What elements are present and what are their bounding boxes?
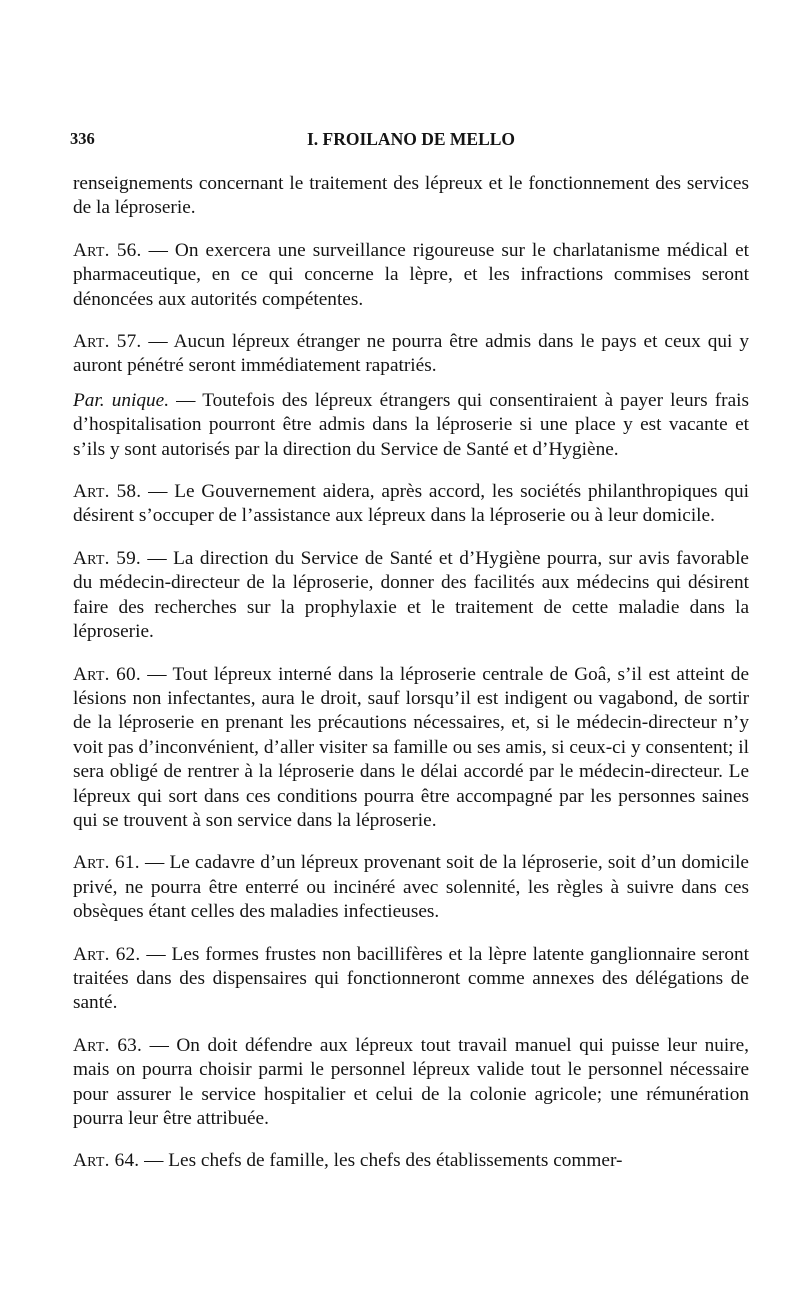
page-number: 336 — [70, 129, 95, 148]
article-text: — On doit défendre aux lépreux tout travail manuel qui puisse leur nuire, mais on pourra choisir parmi le personnel lépreux valide tout le personnel nécessaire pour assurer le service hospitalier et celui de la colonie agricole; une rémunération pourra leur être attribuée. — [73, 1034, 750, 1129]
book-page — [70, 126, 750, 1174]
paragraph-unique — [73, 389, 749, 462]
article-64 — [73, 1149, 749, 1173]
article-text: — La direction du Service de Santé et d’Hygiène pourra, sur avis favorable du médecin-directeur de la léproserie, donner des facilités aux médecins qui désirent faire des recherches sur la prophylaxie et le traitement de cette maladie dans la léproserie. — [73, 547, 749, 643]
article-text: — Tout lépreux interné dans la léproserie centrale de Goâ, s’il est atteint de lésions non infectantes, aura le droit, sauf lorsqu’il est indigent ou vagabond, de sortir de la léproserie en prenant les précautions nécessaires, et, si le médecin-directeur n’y voit pas d’inconvénient, d’aller visiter sa famille ou ses amis, si ceux-ci y consentent; il sera obligé de rentrer à la léproserie dans le délai accordé par le médecin-directeur. Le lépreux qui sort dans ces conditions pourra être accompagné par les personnes saines qui se trouvent à son service dans la léproserie. — [73, 663, 749, 831]
article-57 — [73, 330, 749, 379]
article-61 — [73, 851, 749, 924]
article-text: — Les chefs de famille, les chefs des établissements commer- — [144, 1150, 623, 1172]
page-header — [70, 126, 749, 156]
article-59 — [73, 547, 749, 645]
article-text: — Le cadavre d’un lépreux provenant soit de la léproserie, soit d’un domicile privé, ne pourra être enterré ou incinéré avec solennité, les règles à suivre dans ces obsèques étant celles des maladies infectieuses. — [73, 852, 749, 923]
article-63 — [73, 1034, 749, 1132]
paragraph-text: — Toutefois des lépreux étrangers qui consentiraient à payer leurs frais d’hospitalisation pourront être admis dans la léproserie si une place y est vacante et s’ils y sont autorisés par la direction du Service de Santé et d’Hygiène. — [73, 389, 749, 460]
article-text: — Les formes frustes non bacillifères et la lèpre latente ganglionnaire seront traitées dans des dispensaires qui fonctionneront comme annexes des délégations de santé. — [73, 943, 749, 1014]
article-60 — [73, 663, 749, 834]
continuation-paragraph: renseignements concernant le traitement des lépreux et le fonctionnement des services de la léproserie. — [73, 173, 749, 219]
article-62 — [73, 943, 749, 1016]
article-label: Art. 62. — [73, 943, 141, 965]
article-label: Art. 58. — [73, 481, 142, 503]
article-label: Art. 60. — [73, 663, 141, 685]
running-title: I. FROILANO DE MELLO — [306, 129, 516, 149]
article-label: Art. 64. — [73, 1150, 140, 1172]
article-label: Art. 61. — [73, 852, 140, 874]
paragraph-label: Par. unique. — [73, 389, 170, 411]
article-label: Art. 63. — [73, 1034, 143, 1056]
article-label: Art. 59. — [73, 547, 141, 569]
article-text: — On exercera une surveillance rigoureuse sur le charlatanisme médical et pharmaceutique, en ce qui concerne la lèpre, et les infractions commises seront dénoncées aux autorités compétentes. — [73, 239, 749, 310]
article-58 — [73, 480, 749, 529]
article-label: Art. 56. — [73, 239, 142, 261]
article-text: — Aucun lépreux étranger ne pourra être admis dans le pays et ceux qui y auront pénétré seront immédiatement rapatriés. — [73, 331, 749, 377]
article-56 — [73, 239, 749, 312]
article-label: Art. 57. — [73, 331, 142, 353]
article-text: — Le Gouvernement aidera, après accord, les sociétés philanthropiques qui désirent s’occuper de l’assistance aux lépreux dans la léproserie ou à leur domicile. — [73, 481, 749, 527]
